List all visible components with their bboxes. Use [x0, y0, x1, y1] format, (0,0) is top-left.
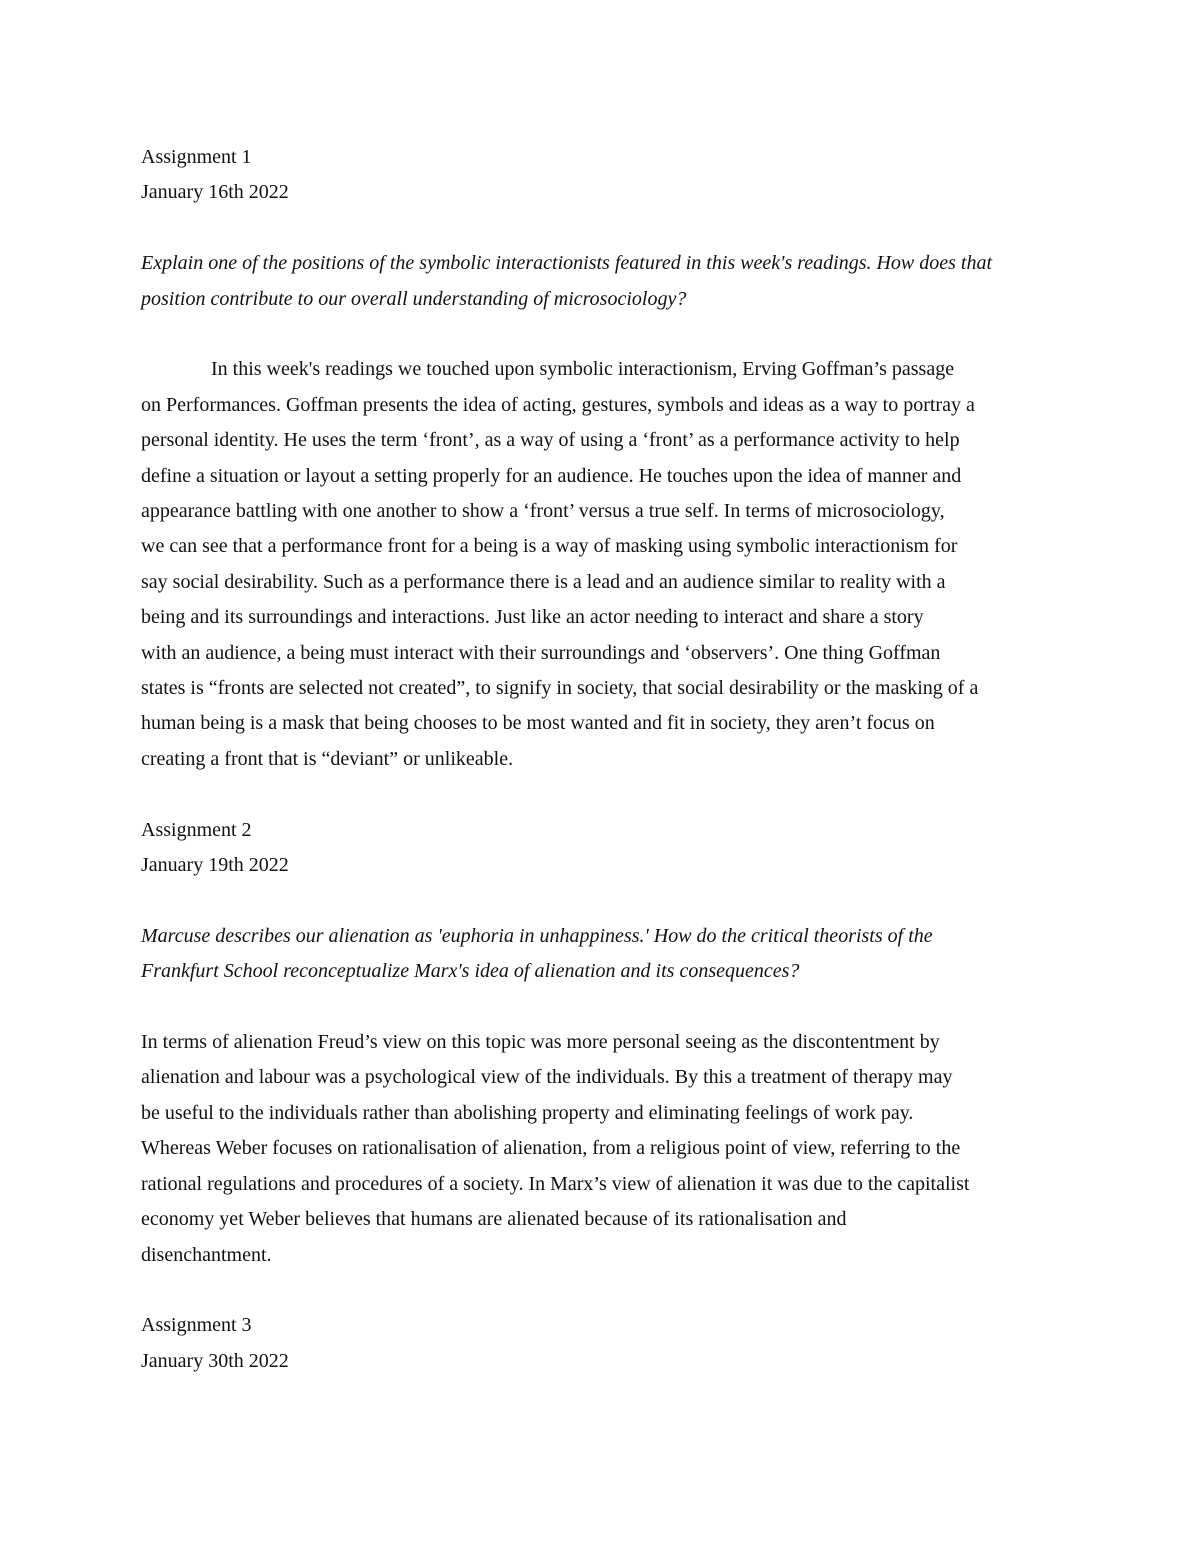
- answer-line: personal identity. He uses the term ‘front’, as a way of using a ‘front’ as a performance activity to help: [141, 429, 960, 452]
- assignment-2-header: [141, 813, 1066, 884]
- answer-line: appearance battling with one another to show a ‘front’ versus a true self. In terms of microsociology,: [141, 500, 945, 523]
- answer-line: states is “fronts are selected not created”, to signify in society, that social desirability or the masking of a: [141, 677, 979, 700]
- answer-line: human being is a mask that being chooses to be most wanted and fit in society, they aren’t focus on: [141, 712, 935, 735]
- assignment-1-answer: [141, 352, 1066, 777]
- answer-line: Whereas Weber focuses on rationalisation of alienation, from a religious point of view, referring to the: [141, 1137, 961, 1160]
- assignment-3-title: Assignment 3: [141, 1314, 252, 1337]
- assignment-2-answer: [141, 1025, 1066, 1273]
- answer-line: disenchantment.: [141, 1243, 272, 1266]
- answer-line: with an audience, a being must interact with their surroundings and ‘observers’. One thing Goffman: [141, 641, 941, 664]
- answer-line: In terms of alienation Freud’s view on this topic was more personal seeing as the discontentment by: [141, 1031, 940, 1054]
- answer-line: we can see that a performance front for a being is a way of masking using symbolic interactionism for: [141, 535, 958, 558]
- assignment-2-prompt: [141, 919, 1066, 990]
- prompt-line: position contribute to our overall understanding of microsociology?: [141, 287, 687, 310]
- answer-line: on Performances. Goffman presents the idea of acting, gestures, symbols and ideas as a way to portray a: [141, 393, 975, 416]
- prompt-line: Frankfurt School reconceptualize Marx's idea of alienation and its consequences?: [141, 960, 800, 983]
- answer-line: creating a front that is “deviant” or unlikeable.: [141, 747, 514, 770]
- answer-line: define a situation or layout a setting properly for an audience. He touches upon the idea of manner and: [141, 464, 962, 487]
- assignment-1-header: [141, 140, 1066, 211]
- assignment-3-header: [141, 1308, 1066, 1379]
- answer-line: be useful to the individuals rather than abolishing property and eliminating feelings of work pay.: [141, 1101, 914, 1124]
- answer-line: alienation and labour was a psychological view of the individuals. By this a treatment of therapy may: [141, 1066, 953, 1089]
- prompt-line: Marcuse describes our alienation as 'euphoria in unhappiness.' How do the critical theorists of the: [141, 924, 933, 947]
- answer-line: rational regulations and procedures of a society. In Marx’s view of alienation it was due to the capitalist: [141, 1172, 970, 1195]
- document-page: [141, 140, 1066, 1379]
- assignment-1-title: Assignment 1: [141, 146, 252, 168]
- answer-line: economy yet Weber believes that humans are alienated because of its rationalisation and: [141, 1208, 847, 1231]
- answer-line: say social desirability. Such as a performance there is a lead and an audience similar to reality with a: [141, 570, 946, 593]
- assignment-2-date: January 19th 2022: [141, 854, 289, 877]
- assignment-1-date: January 16th 2022: [141, 181, 289, 204]
- prompt-line: Explain one of the positions of the symbolic interactionists featured in this week's readings. How does that: [141, 252, 993, 275]
- answer-line: In this week's readings we touched upon symbolic interactionism, Erving Goffman’s passage: [211, 358, 955, 381]
- assignment-1-prompt: [141, 246, 1066, 317]
- answer-line: being and its surroundings and interactions. Just like an actor needing to interact and share a story: [141, 606, 924, 629]
- assignment-3-date: January 30th 2022: [141, 1349, 289, 1372]
- assignment-2-title: Assignment 2: [141, 818, 252, 841]
